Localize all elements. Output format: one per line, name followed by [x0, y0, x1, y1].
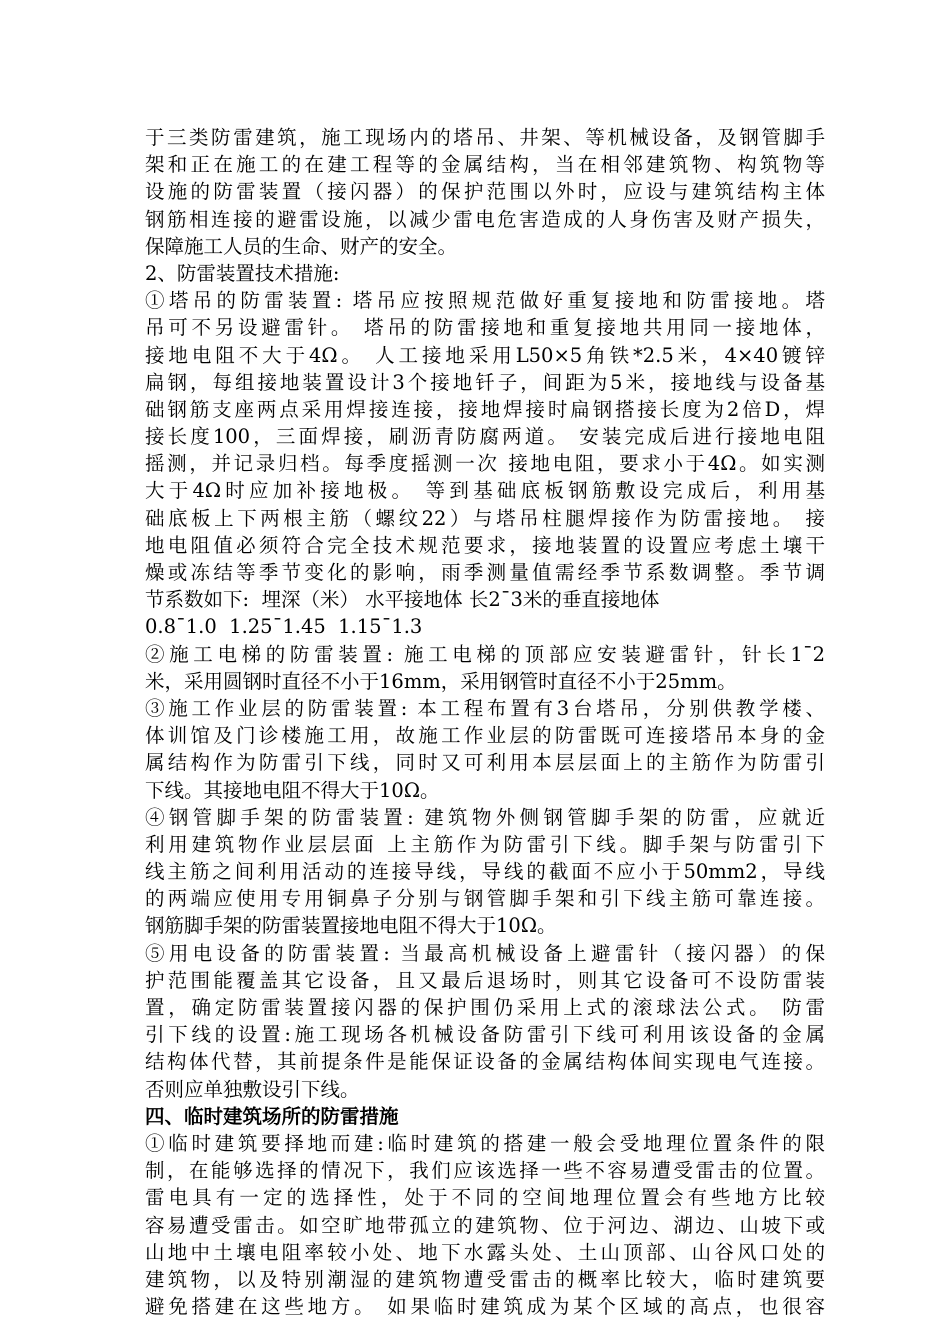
text-line: 2、防雷装置技术措施:	[145, 261, 340, 285]
text-line: 线主筋之间利用活动的连接导线，导线的截面不应小于50mm2，导线	[145, 860, 825, 884]
text-line: 否则应单独敷设引下线。	[145, 1077, 360, 1101]
text-line: 0.8¯1.0 1.25¯1.45 1.15¯1.3	[145, 615, 423, 639]
text-line: 下线。其接地电阻不得大于10Ω。	[145, 778, 440, 802]
text-line: 结构体代替，其前提条件是能保证设备的金属结构体间实现电气连接。	[145, 1050, 825, 1074]
text-line: 护范围能覆盖其它设备，且又最后退场时，则其它设备可不设防雷装	[145, 968, 825, 992]
document-page	[145, 124, 825, 1320]
text-line: 制，在能够选择的情况下，我们应该选择一些不容易遭受雷击的位置。	[145, 1159, 825, 1183]
text-line: ④钢管脚手架的防雷装置: 建筑物外侧钢管脚手架的防雷，应就近	[145, 805, 825, 829]
text-line: 引下线的设置:施工现场各机械设备防雷引下线可利用该设备的金属	[145, 1023, 825, 1047]
text-line: 利用建筑物作业层层面 上主筋作为防雷引下线。脚手架与防雷引下	[145, 832, 825, 856]
text-line: 保障施工人员的生命、财产的安全。	[145, 234, 458, 258]
text-line: 接长度100，三面焊接，刷沥青防腐两道。 安装完成后进行接地电阻	[145, 425, 825, 449]
text-line: ②施工电梯的防雷装置: 施工电梯的顶部应安装避雷针，针长1¯2	[145, 642, 825, 666]
text-line: 设施的防雷装置（接闪器）的保护范围以外时，应设与建筑结构主体	[145, 180, 825, 204]
text-line: ⑤用电设备的防雷装置: 当最高机械设备上避雷针（接闪器）的保	[145, 941, 825, 965]
text-line: 扁钢，每组接地装置设计3个接地钎子，间距为5米，接地线与设备基	[145, 370, 825, 394]
text-line: 础底板上下两根主筋（螺纹22）与塔吊柱腿焊接作为防雷接地。 接	[145, 506, 825, 530]
text-line: 避免搭建在这些地方。 如果临时建筑成为某个区域的高点，也很容	[145, 1295, 825, 1319]
text-line: 摇测，并记录归档。每季度摇测一次 接地电阻，要求小于4Ω。如实测	[145, 452, 825, 476]
text-line: 雷电具有一定的选择性，处于不同的空间地理位置会有些地方比较	[145, 1186, 825, 1210]
text-line: 大于4Ω时应加补接地极。 等到基础底板钢筋敷设完成后，利用基	[145, 479, 825, 503]
text-line: 米，采用圆钢时直径不小于16mm，采用钢管时直径不小于25mm。	[145, 669, 737, 693]
text-line: 体训馆及门诊楼施工用，故施工作业层的防雷既可连接塔吊本身的金	[145, 724, 825, 748]
text-line: 地电阻值必须符合完全技术规范要求，接地装置的设置应考虑土壤干	[145, 533, 825, 557]
text-line: 建筑物，以及特别潮湿的建筑物遭受雷击的概率比较大，临时建筑要	[145, 1267, 825, 1291]
text-line: 接地电阻不大于4Ω。 人工接地采用L50×5角铁*2.5米，4×40镀锌	[145, 343, 825, 367]
text-line: 容易遭受雷击。如空旷地带孤立的建筑物、位于河边、湖边、山坡下或	[145, 1213, 825, 1237]
section-heading: 四、临时建筑场所的防雷措施	[145, 1104, 399, 1128]
text-line: 置，确定防雷装置接闪器的保护围仍采用上式的滚球法公式。 防雷	[145, 996, 825, 1019]
text-line: 节系数如下: 埋深（米） 水平接地体 长2¯3米的垂直接地体	[145, 588, 660, 612]
text-line: ①塔吊的防雷装置: 塔吊应按照规范做好重复接地和防雷接地。塔	[145, 289, 825, 313]
text-line: 属结构作为防雷引下线，同时又可利用本层层面上的主筋作为防雷引	[145, 751, 825, 775]
text-line: 架和正在施工的在建工程等的金属结构，当在相邻建筑物、构筑物等	[145, 153, 825, 177]
text-line: 燥或冻结等季节变化的影响，雨季测量值需经季节系数调整。季节调	[145, 561, 825, 584]
text-line: 础钢筋支座两点采用焊接连接，接地焊接时扁钢搭接长度为2倍D，焊	[145, 397, 825, 421]
text-line: 于三类防雷建筑，施工现场内的塔吊、井架、等机械设备，及钢管脚手	[145, 126, 825, 149]
text-line: 钢筋脚手架的防雷装置接地电阻不得大于10Ω。	[145, 914, 557, 938]
text-line: ①临时建筑要择地而建:临时建筑的搭建一般会受地理位置条件的限	[145, 1131, 825, 1155]
text-line: ③施工作业层的防雷装置: 本工程布置有3台塔吊，分别供教学楼、	[145, 696, 825, 720]
text-line: 吊可不另设避雷针。 塔吊的防雷接地和重复接地共用同一接地体，	[145, 316, 825, 340]
text-line: 山地中土壤电阻率较小处、地下水露头处、土山顶部、山谷风口处的	[145, 1240, 825, 1264]
text-line: 的两端应使用专用铜鼻子分别与钢管脚手架和引下线主筋可靠连接。	[145, 887, 825, 911]
text-line: 钢筋相连接的避雷设施，以减少雷电危害造成的人身伤害及财产损失，	[145, 207, 825, 231]
